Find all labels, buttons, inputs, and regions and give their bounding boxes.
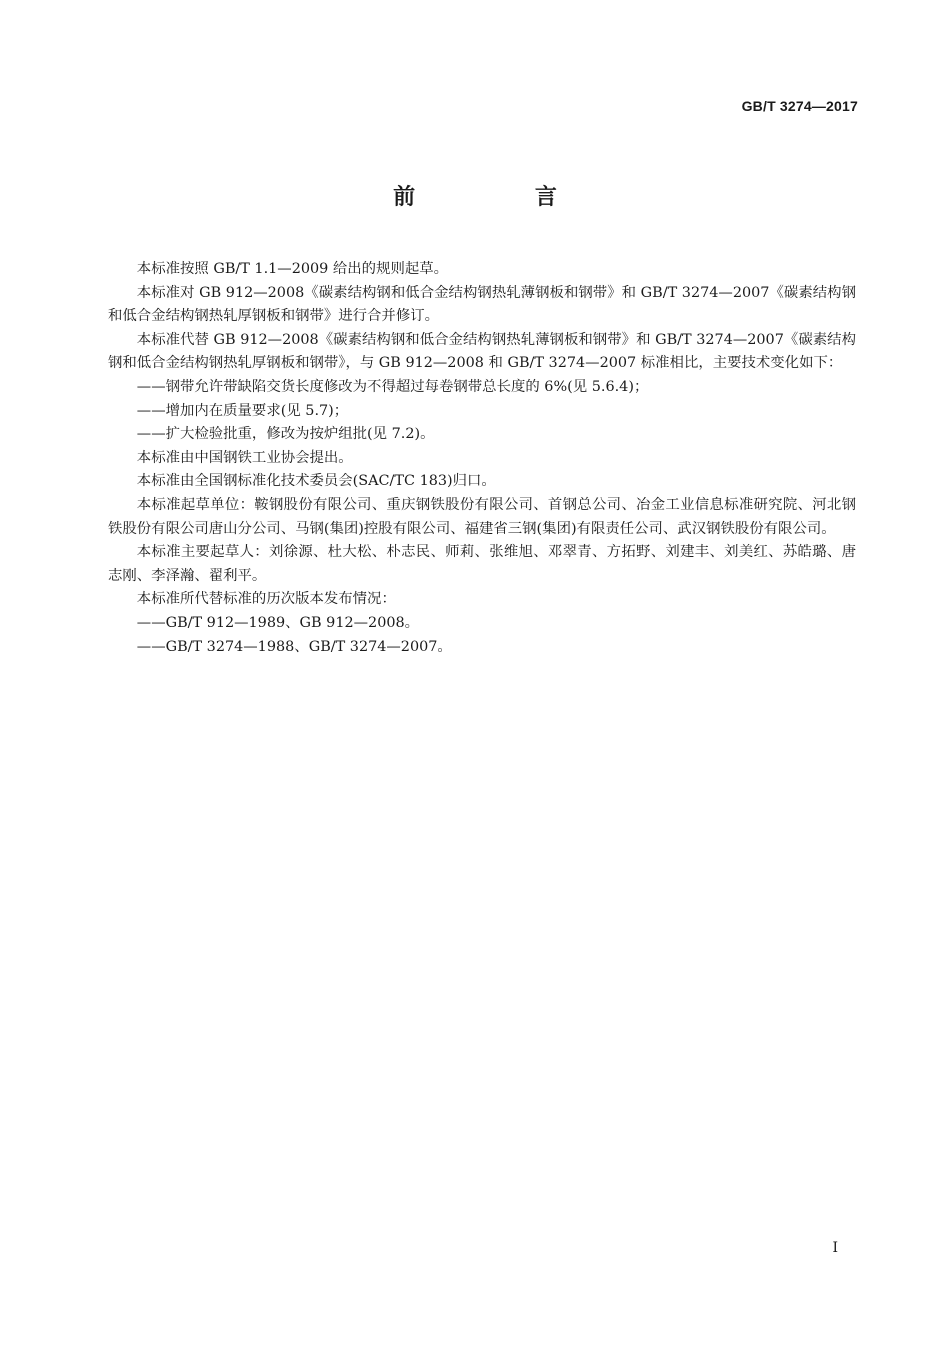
standard-code: GB/T 3274—2017 [741, 98, 858, 114]
version-item: ——GB/T 3274—1988、GB/T 3274—2007。 [136, 638, 452, 655]
paragraph-replacement: 本标准代替 GB 912—2008《碳素结构钢和低合金结构钢热轧薄钢板和钢带》和 GB/T 3274—2007《碳素结构钢和低合金结构钢热轧厚钢板和钢带》，与 GB 912—2008 和 GB/T 3274—2007 标准相比，主要技术变化如下： [108, 331, 856, 372]
change-item: ——钢带允许带缺陷交货长度修改为不得超过每卷钢带总长度的 6%(见 5.6.4)； [136, 378, 649, 395]
page-title: 前 言 [393, 185, 613, 210]
version-item: ——GB/T 912—1989、GB 912—2008。 [136, 614, 420, 631]
paragraph-version-history: 本标准所代替标准的历次版本发布情况： [136, 591, 396, 608]
paragraph-committee: 本标准由全国钢标准化技术委员会(SAC/TC 183)归口。 [136, 473, 496, 490]
foreword-body [108, 258, 856, 659]
paragraph-drafting-rules: 本标准按照 GB/T 1.1—2009 给出的规则起草。 [136, 261, 449, 277]
paragraph-drafters: 本标准主要起草人：刘徐源、杜大松、朴志民、师莉、张维旭、邓翠青、方拓野、刘建丰、刘美红、苏皓璐、唐志刚、李泽瀚、翟利平。 [108, 544, 856, 584]
paragraph-merge-revision: 本标准对 GB 912—2008《碳素结构钢和低合金结构钢热轧薄钢板和钢带》和 GB/T 3274—2007《碳素结构钢和低合金结构钢热轧厚钢板和钢带》进行合并修订。 [108, 284, 856, 325]
change-item: ——扩大检验批重，修改为按炉组批(见 7.2)。 [136, 426, 435, 443]
page-number: I [832, 1240, 838, 1256]
change-item: ——增加内在质量要求(见 5.7)； [136, 402, 349, 419]
paragraph-proposer: 本标准由中国钢铁工业协会提出。 [136, 449, 353, 466]
paragraph-drafting-units: 本标准起草单位：鞍钢股份有限公司、重庆钢铁股份有限公司、首钢总公司、冶金工业信息标准研究院、河北钢铁股份有限公司唐山分公司、马钢(集团)控股有限公司、福建省三钢(集团)有限责任公司、武汉钢铁股份有限公司。 [108, 496, 856, 537]
